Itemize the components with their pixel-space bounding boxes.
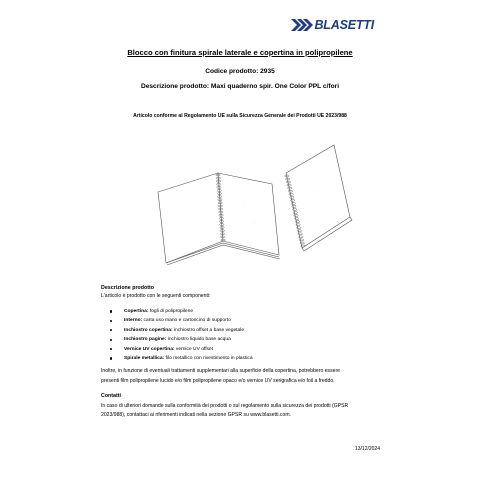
closed-notebook-cover: [286, 145, 350, 248]
list-item: Spirale metallica: filo metallico con rivestimento in plastica: [108, 354, 253, 363]
compliance-statement: Articolo conforme al Regolamento UE sulla Sicurezza Generale dei Prodotti UE 2023/988: [133, 113, 347, 119]
description-heading: Descrizione prodotto: [101, 285, 154, 291]
product-code: Codice prodotto: 2935: [205, 68, 275, 75]
components-list: [108, 307, 253, 363]
treatment-note-line-1: Inoltre, in funzione di eventuali trattamenti supplementari alla superficie della copertina, potrebbero essere: [101, 368, 340, 374]
product-description-line: Descrizione prodotto: Maxi quaderno spir. One Color PPL c/fori: [140, 83, 340, 90]
document-date: 13/12/2024: [354, 446, 380, 452]
treatment-note-line-2: presenti film polipropilene lucido e/o film polipropilene opaco e/o vernice UV serigrafica e/o foil a freddo.: [101, 378, 335, 384]
list-item: Copertina: fogli di polipropilene: [108, 307, 253, 316]
list-item: Inchiostro copertina: inchiostro offset a base vegetale: [108, 326, 253, 335]
contacts-line-1: In caso di ulteriori domande sulla conformità dei prodotti o sul regolamento sulla sicurezza dei prodotti (GPSR: [101, 403, 349, 409]
list-item: Interno: carta uso mano e cartoncino di supporto: [108, 316, 253, 325]
list-item: Vernice UV copertina: vernice UV offset: [108, 345, 253, 354]
contacts-line-2: 2023/988), contattaci ai riferimenti indicati nella sezione GPSR su www.blasetti.com.: [101, 412, 291, 418]
logo-text: BLASETTI: [314, 18, 374, 32]
open-notebook-left-page: [158, 173, 223, 263]
list-item: Inchiostro pagine: inchiostro liquido base acqua: [108, 335, 253, 344]
open-notebook-right-page: [218, 173, 279, 255]
contacts-heading: Contatti: [101, 393, 122, 399]
page-title: Blocco con finitura spirale laterale e copertina in polipropilene: [127, 48, 353, 57]
description-intro: L'articolo è prodotto con le seguenti componenti:: [101, 293, 211, 299]
